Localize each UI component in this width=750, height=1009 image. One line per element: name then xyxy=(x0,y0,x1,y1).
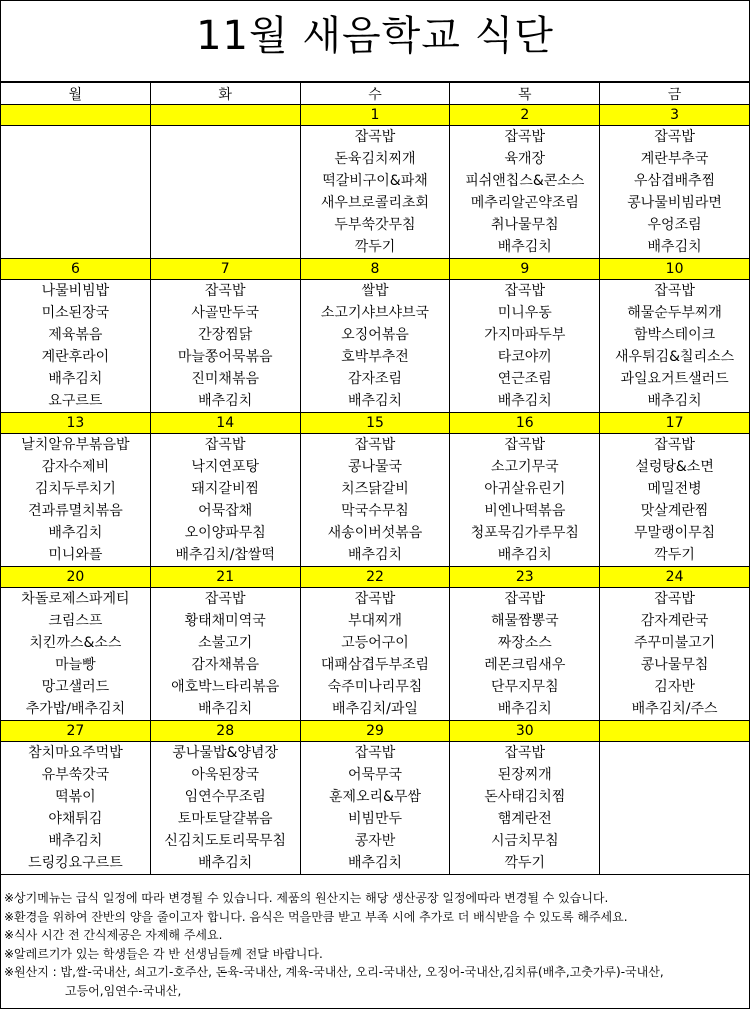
menu-item: 콩나물무침 xyxy=(640,657,709,673)
date-cell: 6 xyxy=(1,259,151,280)
menu-item: 새우튀김&칠리소스 xyxy=(615,349,735,365)
menu-item: 배추김치/과일 xyxy=(332,701,418,717)
menu-item: 쌀밥 xyxy=(361,283,389,299)
menu-item: 감자조림 xyxy=(347,371,403,387)
menu-item: 배추김치 xyxy=(48,371,103,387)
menu-item: 소불고기 xyxy=(198,635,253,651)
menu-item: 잡곡밥 xyxy=(504,129,546,145)
note-allergy: ※알레르기가 있는 학생들은 각 반 선생님들께 전달 바랍니다. xyxy=(4,946,323,961)
menu-cell xyxy=(600,434,750,567)
menu-item: 새송이버섯볶음 xyxy=(327,525,423,541)
menu-item: 잡곡밥 xyxy=(354,437,396,453)
menu-item: 감자계란국 xyxy=(640,613,709,629)
menu-item: 유부쑥갓국 xyxy=(41,767,110,783)
menu-item: 계란부추국 xyxy=(640,151,709,167)
weekday-friday: 금 xyxy=(600,83,750,105)
menu-cell xyxy=(1,742,151,875)
menu-item: 돈사태김치찜 xyxy=(484,789,566,805)
menu-item: 미니와플 xyxy=(48,547,103,563)
menu-item: 임연수무조림 xyxy=(184,789,266,805)
menu-item: 우삼겹배추찜 xyxy=(634,173,716,189)
menu-item: 깍두기 xyxy=(654,547,695,563)
menu-row xyxy=(1,588,750,721)
menu-item: 설렁탕&소면 xyxy=(635,459,714,475)
menu-item: 아욱된장국 xyxy=(191,767,259,783)
menu-item: 육개장 xyxy=(504,151,546,167)
menu-item: 깍두기 xyxy=(504,855,546,871)
menu-item: 소고기무국 xyxy=(490,459,559,475)
menu-item: 어묵무국 xyxy=(347,767,403,783)
menu-cell xyxy=(300,588,450,721)
menu-item: 잡곡밥 xyxy=(204,591,246,607)
menu-item: 배추김치 xyxy=(647,393,702,409)
menu-cell xyxy=(450,588,600,721)
menu-item: 콩나물국 xyxy=(347,459,403,475)
menu-item: 메추리알곤약조림 xyxy=(470,195,579,211)
weekday-tuesday: 화 xyxy=(150,83,300,105)
menu-table-body xyxy=(1,105,750,875)
menu-cell xyxy=(1,434,151,567)
date-cell: 17 xyxy=(600,413,750,434)
menu-item: 크림스프 xyxy=(48,613,103,629)
menu-item: 미니우동 xyxy=(497,305,552,321)
menu-item: 콩나물밥&양념장 xyxy=(172,745,278,761)
menu-item: 해물짬뽕국 xyxy=(490,613,559,629)
weekday-wednesday: 수 xyxy=(300,83,450,105)
menu-item: 배추김치/찹쌀떡 xyxy=(175,547,275,563)
menu-item: 잡곡밥 xyxy=(204,283,246,299)
menu-item: 잡곡밥 xyxy=(354,129,396,145)
menu-cell xyxy=(150,126,300,259)
date-row xyxy=(1,105,750,126)
menu-item: 오징어볶음 xyxy=(341,327,409,343)
date-cell: 30 xyxy=(450,721,600,742)
menu-cell xyxy=(1,280,151,413)
date-cell: 27 xyxy=(1,721,151,742)
menu-item: 과일요거트샐러드 xyxy=(620,371,729,387)
menu-item: 요구르트 xyxy=(48,393,103,409)
menu-item: 배추김치 xyxy=(497,547,552,563)
date-cell: 3 xyxy=(600,105,750,126)
menu-item: 계란후라이 xyxy=(41,349,110,365)
menu-item: 타코야끼 xyxy=(497,349,552,365)
menu-item: 배추김치 xyxy=(347,855,403,871)
menu-item: 메밀전병 xyxy=(647,481,702,497)
menu-item: 배추김치 xyxy=(347,393,403,409)
menu-item: 추가밥/배추김치 xyxy=(25,701,126,717)
date-cell: 22 xyxy=(300,567,450,588)
menu-item: 청포묵김가루무침 xyxy=(470,525,579,541)
menu-cell xyxy=(450,280,600,413)
menu-cell xyxy=(300,126,450,259)
menu-cell xyxy=(300,742,450,875)
note-leftovers: ※환경을 위하여 잔반의 양을 줄이고자 합니다. 음식은 먹을만큼 받고 부족 시에 추가로 더 배식받을 수 있도록 해주세요. xyxy=(4,909,628,924)
weekday-monday: 월 xyxy=(1,83,151,105)
date-cell: 29 xyxy=(300,721,450,742)
note-origin: ※원산지 : 밥,쌀-국내산, 쇠고기-호주산, 돈육-국내산, 계육-국내산, 오리-국내산, 오징어-국내산,김치류(배추,고춧가루)-국내산, xyxy=(4,965,664,979)
menu-item: 배추김치 xyxy=(198,393,253,409)
date-cell: 9 xyxy=(450,259,600,280)
menu-item: 함박스테이크 xyxy=(634,327,716,343)
menu-item: 어묵잡채 xyxy=(198,503,253,519)
date-cell: 15 xyxy=(300,413,450,434)
menu-item: 떡갈비구이&파채 xyxy=(322,173,428,189)
menu-item: 대패삼겹두부조림 xyxy=(320,657,430,673)
menu-item: 날치알유부볶음밥 xyxy=(21,437,130,453)
menu-item: 잡곡밥 xyxy=(504,591,546,607)
menu-item: 새우브로콜리초회 xyxy=(320,195,430,211)
menu-item: 두부쑥갓무침 xyxy=(334,217,416,233)
menu-item: 야채튀김 xyxy=(48,811,103,827)
menu-item: 우엉조림 xyxy=(647,217,702,233)
menu-item: 나물비빔밥 xyxy=(41,283,110,299)
menu-item: 고등어구이 xyxy=(341,635,409,651)
date-cell: 10 xyxy=(600,259,750,280)
menu-cell xyxy=(600,126,750,259)
date-cell: 16 xyxy=(450,413,600,434)
menu-cell xyxy=(450,434,600,567)
menu-cell xyxy=(450,126,600,259)
menu-item: 떡볶이 xyxy=(55,789,96,805)
date-cell xyxy=(1,105,151,126)
menu-item: 마늘빵 xyxy=(55,657,96,673)
menu-item: 막국수무침 xyxy=(341,503,409,519)
menu-item: 진미채볶음 xyxy=(191,371,259,387)
menu-item: 미소된장국 xyxy=(41,305,110,321)
menu-item: 레몬크림새우 xyxy=(484,657,566,673)
menu-item: 된장찌개 xyxy=(497,767,552,783)
menu-item: 잡곡밥 xyxy=(504,745,546,761)
weekday-header-row xyxy=(1,83,750,105)
menu-item: 잡곡밥 xyxy=(504,283,546,299)
menu-item: 시금치무침 xyxy=(490,833,559,849)
menu-item: 토마토달걀볶음 xyxy=(177,811,273,827)
date-cell: 20 xyxy=(1,567,151,588)
menu-cell xyxy=(150,742,300,875)
menu-item: 주꾸미불고기 xyxy=(634,635,716,651)
menu-item: 취나물무침 xyxy=(490,217,559,233)
menu-item: 배추김치/주스 xyxy=(631,701,718,717)
note-menu-change: ※상기메뉴는 급식 일정에 따라 변경될 수 있습니다. 제품의 원산지는 해당 생산공장 일정에따라 변경될 수 있습니다. xyxy=(4,891,609,905)
date-cell xyxy=(600,721,750,742)
date-cell: 28 xyxy=(150,721,300,742)
menu-item: 애호박느타리볶음 xyxy=(171,679,280,695)
menu-item: 해물순두부찌개 xyxy=(627,305,722,321)
date-cell xyxy=(150,105,300,126)
menu-item: 콩자반 xyxy=(354,833,396,849)
menu-item: 배추김치 xyxy=(497,393,552,409)
menu-item: 배추김치 xyxy=(647,239,702,255)
menu-row xyxy=(1,434,750,567)
menu-item: 짜장소스 xyxy=(497,635,552,651)
menu-item: 호박부추전 xyxy=(341,349,409,365)
menu-cell xyxy=(150,434,300,567)
menu-item: 잡곡밥 xyxy=(204,437,246,453)
menu-item: 잡곡밥 xyxy=(354,745,396,761)
menu-item: 오이양파무침 xyxy=(184,525,266,541)
menu-table xyxy=(0,82,750,875)
menu-item: 맛살계란찜 xyxy=(640,503,709,519)
menu-item: 김치두루치기 xyxy=(34,481,116,497)
menu-cell xyxy=(1,588,151,721)
menu-item: 낙지연포탕 xyxy=(191,459,259,475)
note-origin-continued: 고등어,임연수-국내산, xyxy=(65,983,182,998)
menu-item: 김자반 xyxy=(654,679,695,695)
date-cell: 23 xyxy=(450,567,600,588)
menu-item: 치킨까스&소스 xyxy=(29,635,122,651)
menu-item: 배추김치 xyxy=(198,701,253,717)
menu-item: 비빔만두 xyxy=(347,811,403,827)
menu-item: 잡곡밥 xyxy=(654,437,695,453)
menu-cell xyxy=(1,126,151,259)
menu-item: 차돌로제스파게티 xyxy=(21,591,130,607)
menu-item: 배추김치 xyxy=(497,701,552,717)
date-cell: 13 xyxy=(1,413,151,434)
menu-cell xyxy=(600,280,750,413)
date-cell: 7 xyxy=(150,259,300,280)
menu-item: 드링킹요구르트 xyxy=(28,855,123,871)
date-cell: 2 xyxy=(450,105,600,126)
menu-item: 부대찌개 xyxy=(347,613,403,629)
menu-item: 햄계란전 xyxy=(497,811,552,827)
note-snacks: ※식사 시간 전 간식제공은 자제해 주세요. xyxy=(4,928,223,942)
menu-item: 소고기샤브샤브국 xyxy=(320,305,430,321)
menu-cell xyxy=(600,742,750,875)
menu-cell xyxy=(450,742,600,875)
menu-item: 배추김치 xyxy=(48,833,103,849)
menu-item: 배추김치 xyxy=(198,855,253,871)
menu-item: 견과류멸치볶음 xyxy=(28,503,123,519)
date-row xyxy=(1,567,750,588)
menu-item: 연근조림 xyxy=(497,371,552,387)
menu-item: 훈제오리&무쌈 xyxy=(328,789,422,805)
menu-item: 배추김치 xyxy=(48,525,103,541)
date-row xyxy=(1,721,750,742)
date-cell: 21 xyxy=(150,567,300,588)
menu-item: 무말랭이무침 xyxy=(634,525,716,541)
date-cell: 8 xyxy=(300,259,450,280)
menu-item: 신김치도토리묵무침 xyxy=(164,833,287,849)
menu-item: 잡곡밥 xyxy=(654,283,695,299)
menu-item: 돈육김치찌개 xyxy=(334,151,416,167)
menu-row xyxy=(1,126,750,259)
menu-item: 아귀살유린기 xyxy=(484,481,566,497)
menu-item: 잡곡밥 xyxy=(654,129,695,145)
menu-item: 깍두기 xyxy=(354,239,396,255)
menu-item: 단무지무침 xyxy=(490,679,559,695)
menu-cell xyxy=(300,280,450,413)
menu-item: 콩나물비빔라면 xyxy=(627,195,722,211)
menu-row xyxy=(1,280,750,413)
menu-item: 제육볶음 xyxy=(48,327,103,343)
page-title: 11월 새음학교 식단 xyxy=(1,1,749,82)
menu-cell xyxy=(600,588,750,721)
menu-item: 잡곡밥 xyxy=(654,591,695,607)
date-row xyxy=(1,259,750,280)
menu-row xyxy=(1,742,750,875)
menu-item: 망고샐러드 xyxy=(41,679,110,695)
menu-item: 잡곡밥 xyxy=(354,591,396,607)
menu-item: 치즈닭갈비 xyxy=(341,481,409,497)
menu-cell xyxy=(150,280,300,413)
menu-item: 배추김치 xyxy=(347,547,403,563)
menu-item: 황태채미역국 xyxy=(184,613,266,629)
menu-item: 참치마요주먹밥 xyxy=(28,745,123,761)
menu-item: 마늘쫑어묵볶음 xyxy=(177,349,273,365)
menu-item: 피쉬앤칩스&콘소스 xyxy=(465,173,585,189)
date-cell: 1 xyxy=(300,105,450,126)
menu-item: 비엔나떡볶음 xyxy=(484,503,566,519)
menu-item: 간장찜닭 xyxy=(198,327,253,343)
menu-item: 가지마파두부 xyxy=(484,327,566,343)
menu-item: 잡곡밥 xyxy=(504,437,546,453)
menu-item: 숙주미나리무침 xyxy=(327,679,423,695)
menu-item: 배추김치 xyxy=(497,239,552,255)
menu-item: 감자채볶음 xyxy=(191,657,259,673)
date-cell: 14 xyxy=(150,413,300,434)
menu-item: 감자수제비 xyxy=(41,459,110,475)
notes-section xyxy=(1,875,749,1000)
menu-item: 사골만두국 xyxy=(191,305,259,321)
menu-item: 돼지갈비찜 xyxy=(191,481,259,497)
menu-cell xyxy=(300,434,450,567)
date-cell: 24 xyxy=(600,567,750,588)
menu-cell xyxy=(150,588,300,721)
weekday-thursday: 목 xyxy=(450,83,600,105)
date-row xyxy=(1,413,750,434)
